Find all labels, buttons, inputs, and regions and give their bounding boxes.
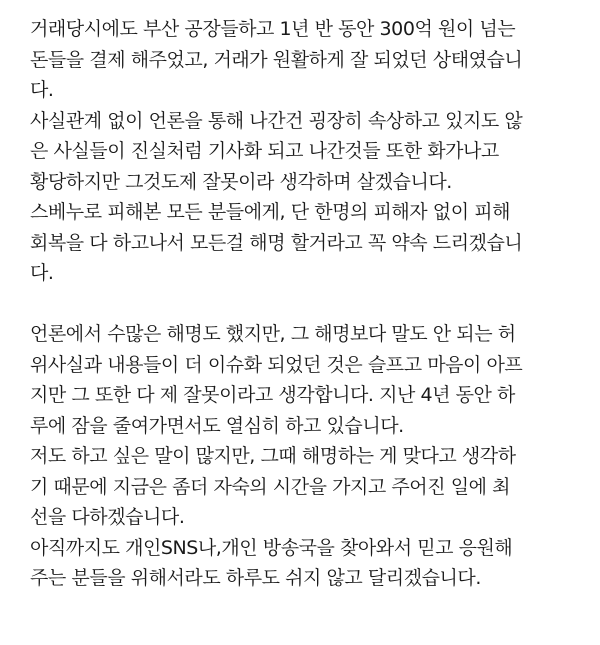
paragraph-gap [30,289,586,320]
text-line: 돈들을 결제 해주었고, 거래가 원활하게 잘 되었던 상태였습니 [30,48,523,71]
text-line: 저도 하고 싶은 말이 많지만, 그때 해명하는 게 맞다고 생각하 [30,445,516,467]
text-line: 다. [30,79,54,101]
text-line: 거래당시에도 부산 공장들하고 1년 반 동안 300억 원이 넘는 [30,18,516,40]
text-line: 아직까지도 개인SNS나,개인 방송국을 찾아와서 믿고 응원해 [30,536,513,559]
text-line: 사실관계 없이 언론을 통해 나간건 굉장히 속상하고 있지도 않 [30,109,523,132]
text-line: 스베누로 피해본 모든 분들에게, 단 한명의 피해자 없이 피해 [30,201,511,223]
text-line: 회복을 다 하고나서 모든걸 해명 할거라고 꼭 약속 드리겠습니 [30,231,523,254]
text-line: 선을 다하겠습니다. [30,506,185,528]
text-line: 언론에서 수많은 해명도 했지만, 그 해명보다 말도 안 되는 허 [30,323,516,345]
text-line: 다. [30,262,54,284]
text-line: 기 때문에 지금은 좀더 자숙의 시간을 가지고 주어진 일에 최 [30,475,511,498]
text-line: 은 사실들이 진실처럼 기사화 되고 나간것들 또한 화가나고 [30,140,499,162]
text-line: 황당하지만 그것도제 잘못이라 생각하며 살겠습니다. [30,170,452,193]
text-line: 루에 잠을 줄여가면서도 열심히 하고 있습니다. [30,414,404,437]
text-line: 위사실과 내용들이 더 이슈화 되었던 것은 슬프고 마음이 아프 [30,353,523,376]
text-line: 지만 그 또한 다 제 잘못이라고 생각합니다. 지난 4년 동안 하 [30,384,515,406]
text-line: 주는 분들을 위해서라도 하루도 쉬지 않고 달리겠습니다. [30,567,481,589]
